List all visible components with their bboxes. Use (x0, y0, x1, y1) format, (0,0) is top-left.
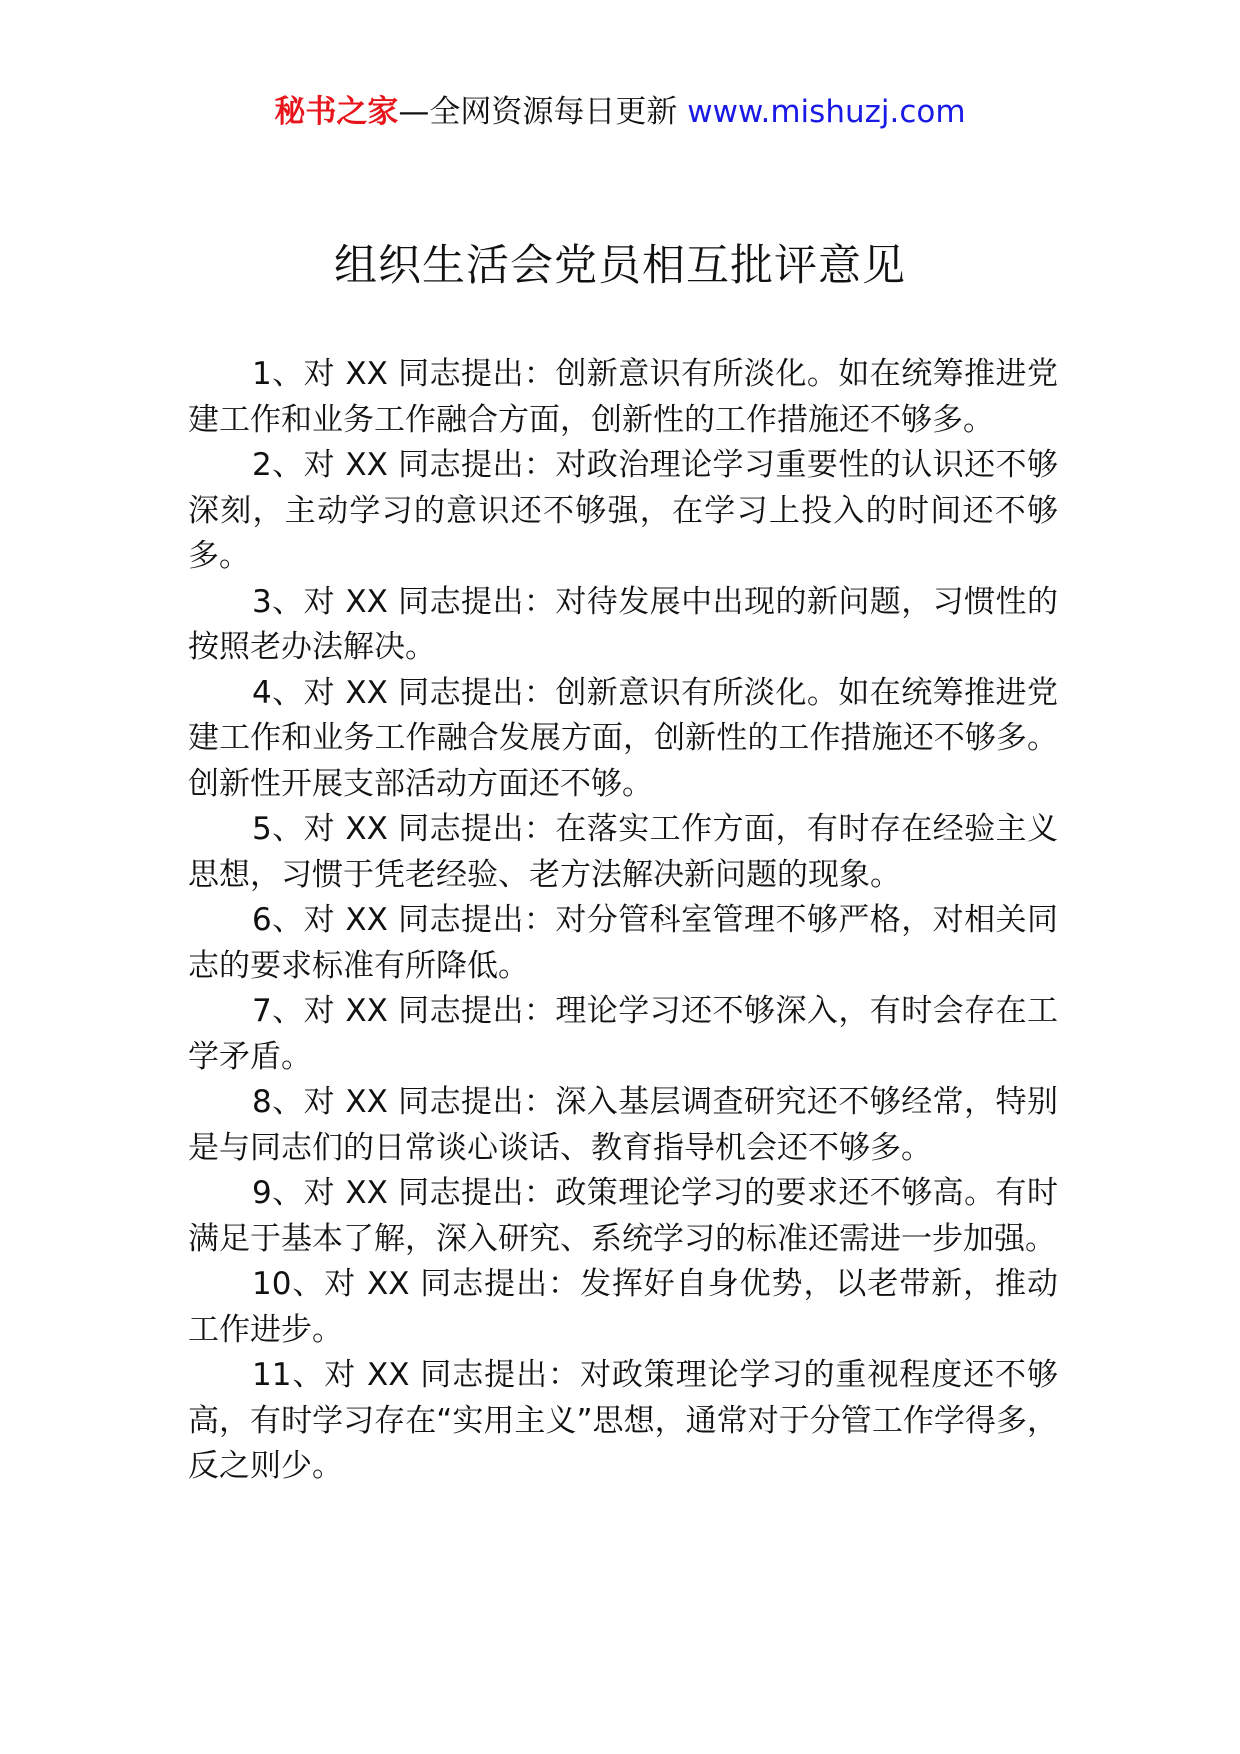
site-brand: 秘书之家 (274, 94, 399, 130)
criticism-item-5: 5、对 XX 同志提出：在落实工作方面，有时存在经验主义思想，习惯于凭老经验、老方法解决新问题的现象。 (188, 811, 1058, 893)
criticism-item-4: 4、对 XX 同志提出：创新意识有所淡化。如在统筹推进党建工作和业务工作融合发展方面，创新性的工作措施还不够多。创新性开展支部活动方面还不够。 (188, 674, 1058, 802)
criticism-item-10: 10、对 XX 同志提出：发挥好自身优势，以老带新，推动工作进步。 (188, 1266, 1058, 1348)
site-url-link[interactable]: www.mishuzj.com (687, 94, 966, 130)
criticism-item-3: 3、对 XX 同志提出：对待发展中出现的新问题，习惯性的按照老办法解决。 (188, 583, 1058, 665)
criticism-item-6: 6、对 XX 同志提出：对分管科室管理不够严格，对相关同志的要求标准有所降低。 (188, 902, 1058, 984)
document-title: 组织生活会党员相互批评意见 (334, 241, 906, 291)
site-header (0, 92, 1240, 132)
criticism-item-7: 7、对 XX 同志提出：理论学习还不够深入，有时会存在工学矛盾。 (188, 993, 1058, 1075)
criticism-item-2: 2、对 XX 同志提出：对政治理论学习重要性的认识还不够深刻，主动学习的意识还不够强，在学习上投入的时间还不够多。 (188, 447, 1058, 574)
criticism-item-11: 11、对 XX 同志提出：对政策理论学习的重视程度还不够高，有时学习存在“实用主义”思想，通常对于分管工作学得多，反之则少。 (188, 1357, 1058, 1484)
criticism-item-1: 1、对 XX 同志提出：创新意识有所淡化。如在统筹推进党建工作和业务工作融合方面，创新性的工作措施还不够多。 (188, 356, 1058, 438)
criticism-item-8: 8、对 XX 同志提出：深入基层调查研究还不够经常，特别是与同志们的日常谈心谈话、教育指导机会还不够多。 (188, 1084, 1058, 1166)
criticism-list (188, 352, 1058, 1490)
site-tagline: —全网资源每日更新 (398, 94, 678, 130)
criticism-item-9: 9、对 XX 同志提出：政策理论学习的要求还不够高。有时满足于基本了解，深入研究、系统学习的标准还需进一步加强。 (188, 1175, 1058, 1257)
